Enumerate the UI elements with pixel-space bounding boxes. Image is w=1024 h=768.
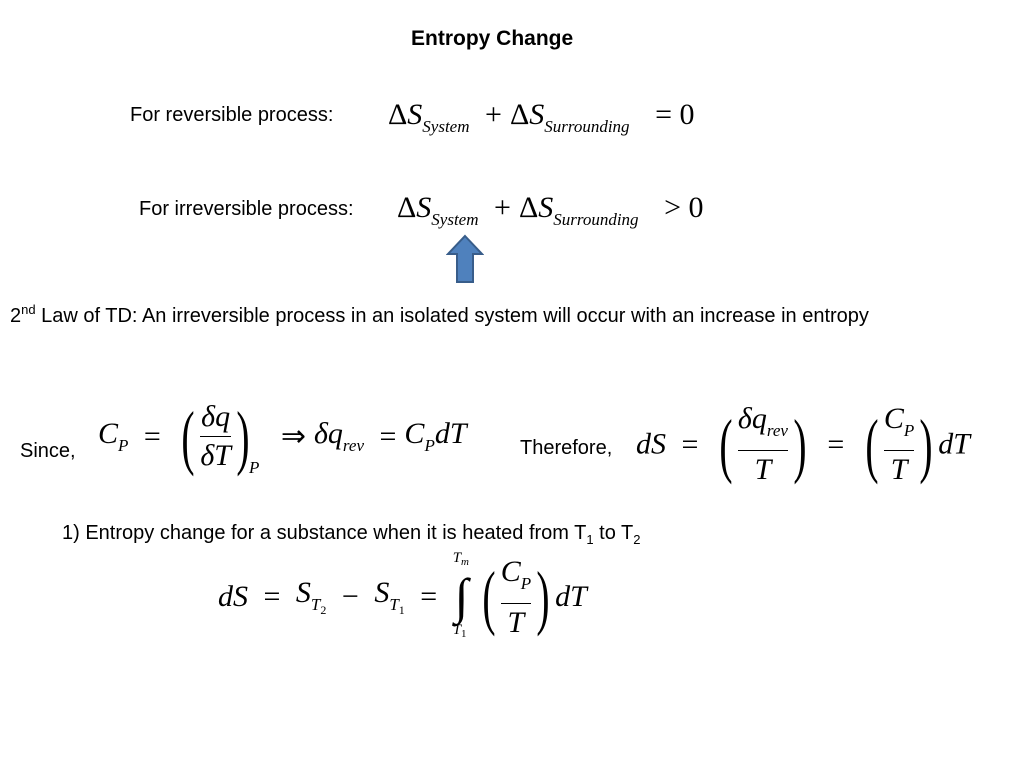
pressure-subscript: P bbox=[424, 436, 435, 455]
entropy-symbol: S bbox=[416, 191, 432, 224]
outer-subscript: P bbox=[248, 458, 260, 478]
t-letter: T bbox=[310, 595, 321, 614]
entropy-symbol: S bbox=[374, 576, 390, 609]
equals-operator: = bbox=[379, 419, 397, 453]
equals-operator: = bbox=[681, 427, 699, 461]
fraction-bar bbox=[501, 603, 531, 604]
t2-subscript: 2 bbox=[633, 532, 641, 547]
equals-operator: = bbox=[827, 427, 845, 461]
irreversible-label: For irreversible process: bbox=[139, 198, 354, 220]
delta-symbol: Δ bbox=[509, 98, 530, 131]
partial-fraction bbox=[200, 400, 231, 473]
fraction-denominator: T bbox=[890, 453, 908, 486]
pressure-subscript: P bbox=[903, 421, 915, 440]
fraction-denominator: δT bbox=[200, 439, 231, 472]
cp-over-temperature bbox=[501, 555, 531, 640]
ds-symbol: dS bbox=[218, 580, 248, 613]
reversible-label: For reversible process: bbox=[130, 104, 334, 126]
heat-capacity-symbol: C bbox=[883, 402, 904, 435]
fraction-bar bbox=[200, 436, 231, 437]
system-subscript: System bbox=[431, 210, 479, 229]
left-paren: ( bbox=[865, 404, 879, 485]
therefore-label: Therefore, bbox=[520, 437, 613, 459]
t2-subscript bbox=[310, 595, 327, 617]
delta-symbol: Δ bbox=[388, 98, 408, 131]
equals-operator: = bbox=[420, 580, 438, 613]
surrounding-subscript: Surrounding bbox=[544, 117, 630, 136]
heat-capacity-symbol: C bbox=[500, 554, 521, 588]
dt-symbol: dT bbox=[555, 580, 587, 613]
item-1-heading bbox=[62, 522, 641, 547]
plus-operator: + bbox=[485, 98, 502, 131]
equals-operator: = bbox=[263, 580, 281, 613]
heat-over-temperature bbox=[738, 402, 788, 487]
t1-subscript bbox=[389, 595, 405, 617]
right-paren: ) bbox=[793, 404, 807, 485]
heat-symbol: δq bbox=[313, 417, 343, 450]
surrounding-subscript: Surrounding bbox=[553, 210, 639, 229]
page-title: Entropy Change bbox=[411, 27, 574, 50]
up-arrow-icon bbox=[446, 234, 484, 284]
item-1-text: 1) Entropy change for a substance when it is heated from T bbox=[62, 522, 587, 544]
left-paren: ( bbox=[181, 396, 195, 477]
therefore-equation bbox=[636, 402, 970, 494]
second-law-number: 2 bbox=[10, 305, 22, 327]
fraction-numerator bbox=[884, 402, 914, 448]
since-label: Since, bbox=[20, 440, 76, 462]
left-paren: ( bbox=[482, 557, 496, 637]
minus-operator: − bbox=[341, 580, 359, 613]
lower-sub: 1 bbox=[461, 628, 467, 640]
dt-symbol: dT bbox=[938, 427, 970, 461]
left-paren: ( bbox=[719, 404, 733, 485]
equals-operator: = bbox=[143, 419, 161, 453]
item-1-to: to T bbox=[593, 522, 634, 544]
entropy-symbol: S bbox=[538, 191, 554, 224]
rev-subscript: rev bbox=[766, 421, 788, 440]
cp-over-temperature bbox=[884, 402, 914, 487]
plus-operator: + bbox=[494, 191, 511, 224]
right-paren: ) bbox=[236, 396, 250, 477]
fraction-numerator: δq bbox=[201, 400, 231, 433]
delta-symbol: Δ bbox=[397, 191, 417, 224]
pressure-subscript: P bbox=[118, 436, 129, 455]
reversible-equation bbox=[388, 98, 702, 137]
fraction-bar bbox=[738, 450, 788, 451]
fraction-denominator: T bbox=[754, 453, 772, 486]
sub-one: 1 bbox=[398, 603, 405, 617]
second-law-statement bbox=[10, 302, 869, 328]
system-subscript: System bbox=[422, 117, 470, 136]
fraction-bar bbox=[884, 450, 914, 451]
fraction-numerator bbox=[501, 555, 531, 601]
irreversible-equation bbox=[397, 191, 711, 230]
heat-capacity-symbol: C bbox=[404, 417, 425, 450]
lower-t: T bbox=[452, 622, 462, 638]
fraction-numerator bbox=[738, 402, 788, 448]
right-paren: ) bbox=[919, 404, 933, 485]
sub-two: 2 bbox=[320, 603, 327, 617]
t1-subscript: 1 bbox=[586, 532, 594, 547]
implies-operator: ⇒ bbox=[280, 420, 306, 453]
integral-symbol: ∫ bbox=[454, 568, 469, 624]
integral-equation bbox=[218, 552, 587, 642]
lower-limit bbox=[453, 622, 467, 640]
second-law-ordinal: nd bbox=[21, 302, 36, 317]
pressure-subscript: P bbox=[520, 573, 532, 593]
heat-capacity-symbol: C bbox=[98, 417, 119, 450]
right-paren: ) bbox=[536, 557, 550, 637]
since-equation bbox=[98, 396, 467, 490]
integral-sign bbox=[453, 552, 477, 642]
t-letter: T bbox=[389, 595, 399, 614]
dt-symbol: dT bbox=[434, 417, 467, 450]
relation: > 0 bbox=[664, 191, 704, 224]
upper-t: T bbox=[452, 550, 462, 566]
relation: = 0 bbox=[655, 98, 695, 131]
second-law-text: Law of TD: An irreversible process in an isolated system will occur with an increase in entropy bbox=[35, 305, 869, 327]
delta-symbol: Δ bbox=[518, 191, 539, 224]
upper-sub: m bbox=[461, 556, 469, 568]
entropy-symbol: S bbox=[529, 98, 545, 131]
heat-symbol: δq bbox=[737, 402, 767, 435]
entropy-symbol: S bbox=[407, 98, 423, 131]
rev-subscript: rev bbox=[342, 436, 364, 455]
fraction-denominator: T bbox=[507, 605, 525, 639]
entropy-symbol: S bbox=[295, 576, 311, 609]
ds-symbol: dS bbox=[636, 427, 666, 461]
